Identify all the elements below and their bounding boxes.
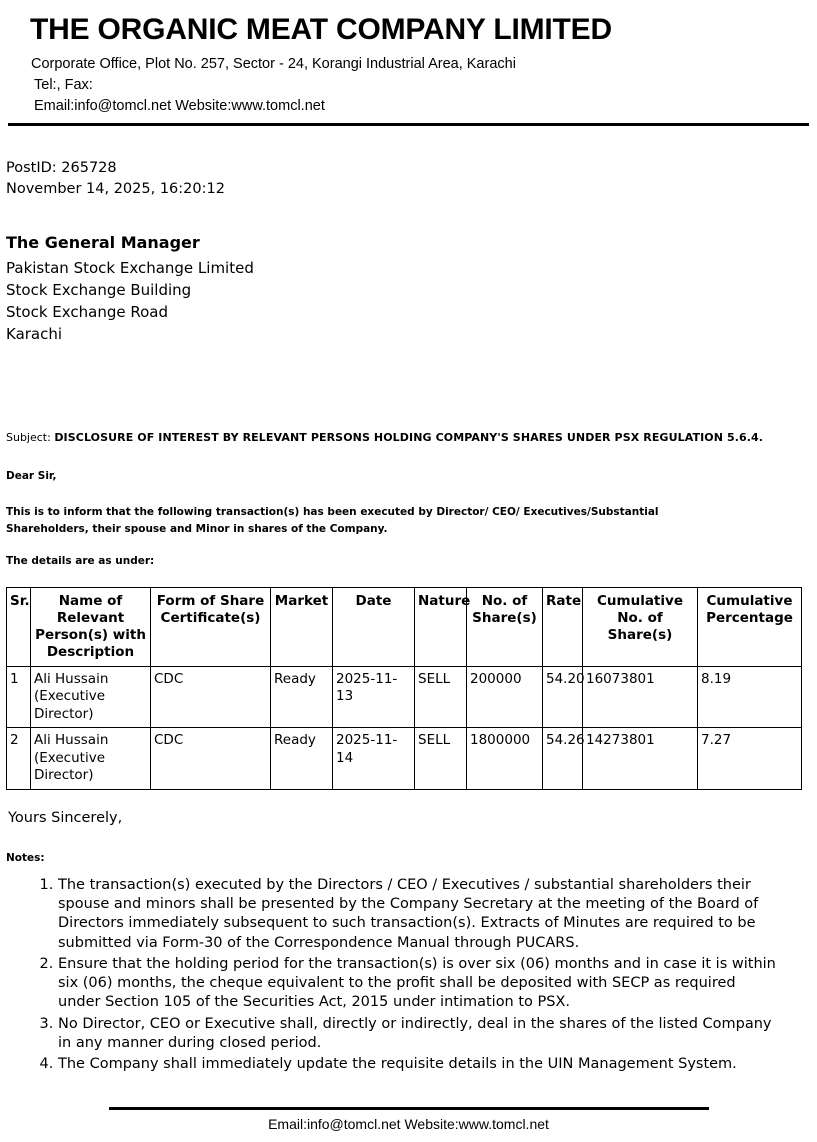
table-row xyxy=(7,666,802,728)
list-item: 4. The Company shall immediately update the requisite details in the UIN Management System. xyxy=(58,1055,781,1074)
cell-name: Ali Hussain (Executive Director) xyxy=(31,666,151,728)
table-header-cell: Name of Relevant Person(s) with Description xyxy=(31,588,151,667)
cell-sr: 2 xyxy=(7,728,31,790)
footer-divider xyxy=(109,1107,709,1110)
notes-label: Notes: xyxy=(6,851,45,864)
subject-label: Subject: xyxy=(6,431,51,445)
cell-nature: SELL xyxy=(415,666,467,728)
addressee-line-3: Stock Exchange Road xyxy=(6,303,168,322)
addressee-title: The General Manager xyxy=(6,233,200,253)
table-header-cell: Date xyxy=(333,588,415,667)
cell-cumulative-shares: 16073801 xyxy=(583,666,698,728)
letterhead xyxy=(8,0,809,126)
cell-cumulative-shares: 14273801 xyxy=(583,728,698,790)
body-paragraph-2: The details are as under: xyxy=(6,555,155,567)
cell-cumulative-percentage: 7.27 xyxy=(698,728,802,790)
subject-line xyxy=(6,431,817,444)
notes-list xyxy=(36,876,781,1075)
body-paragraph-1: This is to inform that the following transaction(s) has been executed by Director/ CEO/ Executives/Substantial Shareholders, their spouse and Minor in shares of the Company. xyxy=(6,506,659,535)
table-row xyxy=(7,728,802,790)
cell-nature: SELL xyxy=(415,728,467,790)
table-header-cell: Nature xyxy=(415,588,467,667)
company-phone-fax: Tel:, Fax: xyxy=(34,76,93,93)
cell-market: Ready xyxy=(271,728,333,790)
list-item: 2. Ensure that the holding period for the transaction(s) is over six (06) months and in case it is within six (06) months, the cheque equivalent to the profit shall be deposited with SECP as required under Section 105 of the Securities Act, 2015 under intimation to PSX. xyxy=(58,955,781,1013)
cell-shares: 200000 xyxy=(467,666,543,728)
footer-contact: Email:info@tomcl.net Website:www.tomcl.net xyxy=(268,1115,549,1132)
table-header-cell: Form of Share Certificate(s) xyxy=(151,588,271,667)
addressee-line-4: Karachi xyxy=(6,325,63,344)
cell-sr: 1 xyxy=(7,666,31,728)
table-header-row xyxy=(7,588,802,667)
list-item: 1. The transaction(s) executed by the Directors / CEO / Executives / substantial shareholders their spouse and minors shall be presented by the Company Secretary at the meeting of the Board of Directors immediately subsequent to such transaction(s). Extracts of Minutes are required to be submitted via Form-30 of the Correspondence Manual through PUCARS. xyxy=(58,876,781,953)
disclosure-table xyxy=(6,587,802,790)
page-footer xyxy=(0,1101,817,1142)
table-header-cell: Rate xyxy=(543,588,583,667)
post-meta xyxy=(6,158,817,202)
company-email-website: Email:info@tomcl.net Website:www.tomcl.net xyxy=(34,97,325,114)
cell-date: 2025-11-14 xyxy=(333,728,415,790)
cell-form: CDC xyxy=(151,666,271,728)
cell-market: Ready xyxy=(271,666,333,728)
table-header-cell: Market xyxy=(271,588,333,667)
cell-rate: 54.26 xyxy=(543,728,583,790)
post-datetime: November 14, 2025, 16:20:12 xyxy=(6,181,225,198)
cell-name: Ali Hussain (Executive Director) xyxy=(31,728,151,790)
subject-text: DISCLOSURE OF INTEREST BY RELEVANT PERSONS HOLDING COMPANY'S SHARES UNDER PSX REGULATION 5.6.4. xyxy=(54,431,764,445)
cell-date: 2025-11-13 xyxy=(333,666,415,728)
cell-cumulative-percentage: 8.19 xyxy=(698,666,802,728)
company-name: THE ORGANIC MEAT COMPANY LIMITED xyxy=(30,13,612,46)
addressee-line-2: Stock Exchange Building xyxy=(6,280,192,299)
addressee-block xyxy=(6,231,817,345)
cell-rate: 54.20 xyxy=(543,666,583,728)
table-header-cell: Cumulative Percentage xyxy=(698,588,802,667)
salutation: Dear Sir, xyxy=(6,470,57,483)
table-header-cell: No. of Share(s) xyxy=(467,588,543,667)
list-item: 3. No Director, CEO or Executive shall, directly or indirectly, deal in the shares of the listed Company in any manner during closed period. xyxy=(58,1015,781,1054)
addressee-line-1: Pakistan Stock Exchange Limited xyxy=(6,258,254,277)
table-header-cell: Cumulative No. of Share(s) xyxy=(583,588,698,667)
cell-form: CDC xyxy=(151,728,271,790)
closing-text: Yours Sincerely, xyxy=(8,809,123,826)
table-header-cell: Sr. xyxy=(7,588,31,667)
post-id: PostID: 265728 xyxy=(6,159,117,176)
company-address: Corporate Office, Plot No. 257, Sector - 24, Korangi Industrial Area, Karachi xyxy=(31,55,516,72)
cell-shares: 1800000 xyxy=(467,728,543,790)
